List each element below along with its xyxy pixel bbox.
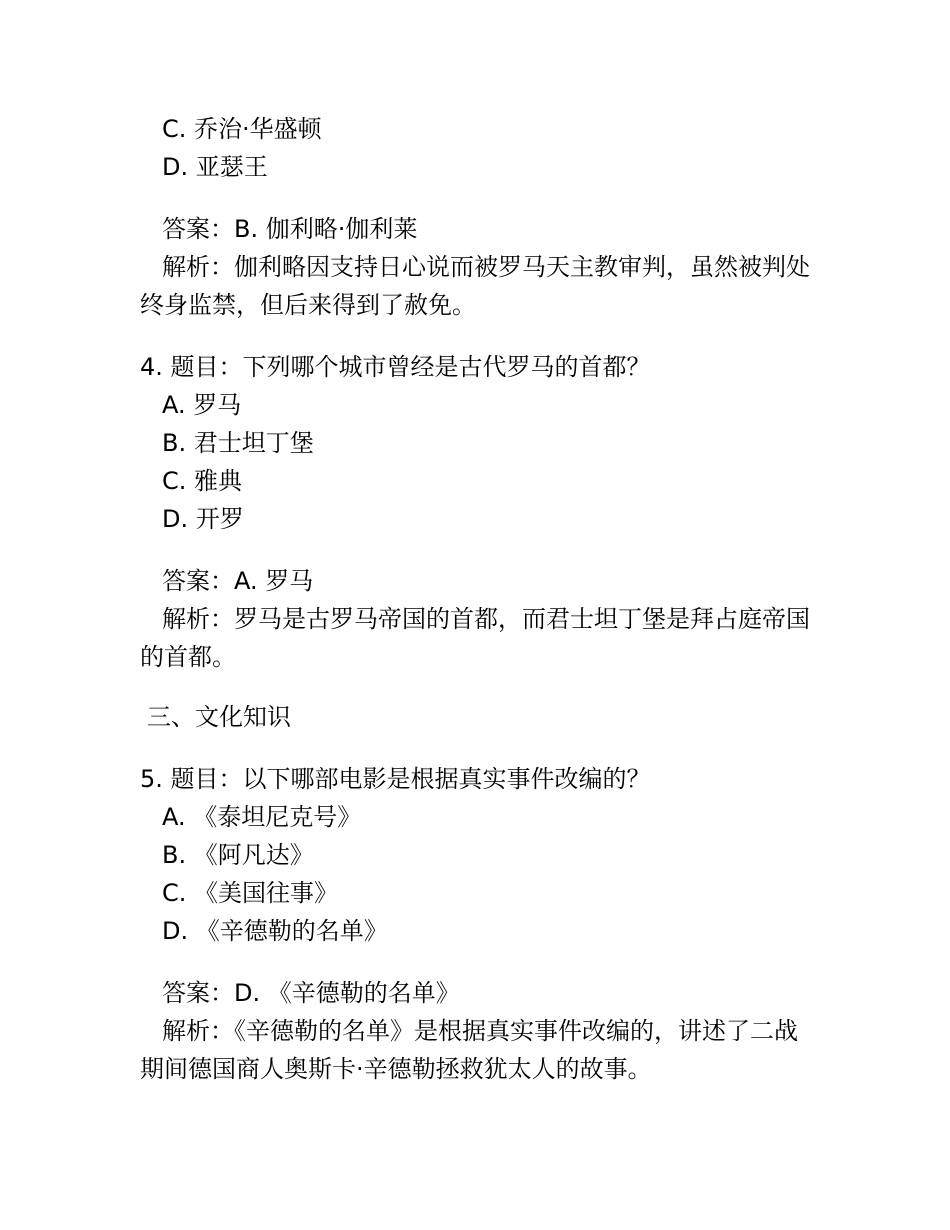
q5-analysis: 解析：《辛德勒的名单》是根据真实事件改编的，讲述了二战期间德国商人奥斯卡·辛德勒拯救犹太人的故事。 bbox=[140, 1017, 798, 1083]
q5-option-a: A. 《泰坦尼克号》 bbox=[162, 803, 362, 831]
q3-analysis: 解析：伽利略因支持日心说而被罗马天主教审判，虽然被判处终身监禁，但后来得到了赦免。 bbox=[140, 253, 810, 319]
q5-option-c: C. 《美国往事》 bbox=[162, 879, 339, 907]
q5-option-b: B. 《阿凡达》 bbox=[162, 841, 314, 869]
q3-option-d: D. 亚瑟王 bbox=[162, 153, 268, 181]
q4-option-d: D. 开罗 bbox=[162, 505, 244, 533]
q4-answer: 答案：A. 罗马 bbox=[162, 567, 314, 595]
q5-title: 5. 题目：以下哪部电影是根据真实事件改编的？ bbox=[140, 765, 651, 793]
q4-option-a: A. 罗马 bbox=[162, 391, 242, 419]
q4-option-b: B. 君士坦丁堡 bbox=[162, 429, 314, 457]
q5-answer: 答案：D. 《辛德勒的名单》 bbox=[162, 979, 460, 1007]
q3-option-c: C. 乔治·华盛顿 bbox=[162, 115, 322, 143]
q5-option-d: D. 《辛德勒的名单》 bbox=[162, 917, 388, 945]
q4-analysis: 解析：罗马是古罗马帝国的首都，而君士坦丁堡是拜占庭帝国的首都。 bbox=[140, 605, 810, 671]
q4-option-c: C. 雅典 bbox=[162, 467, 243, 495]
q4-title: 4. 题目：下列哪个城市曾经是古代罗马的首都？ bbox=[140, 353, 651, 381]
section-heading-culture: 三、文化知识 bbox=[147, 703, 291, 731]
q3-answer: 答案：B. 伽利略·伽利莱 bbox=[162, 215, 418, 243]
